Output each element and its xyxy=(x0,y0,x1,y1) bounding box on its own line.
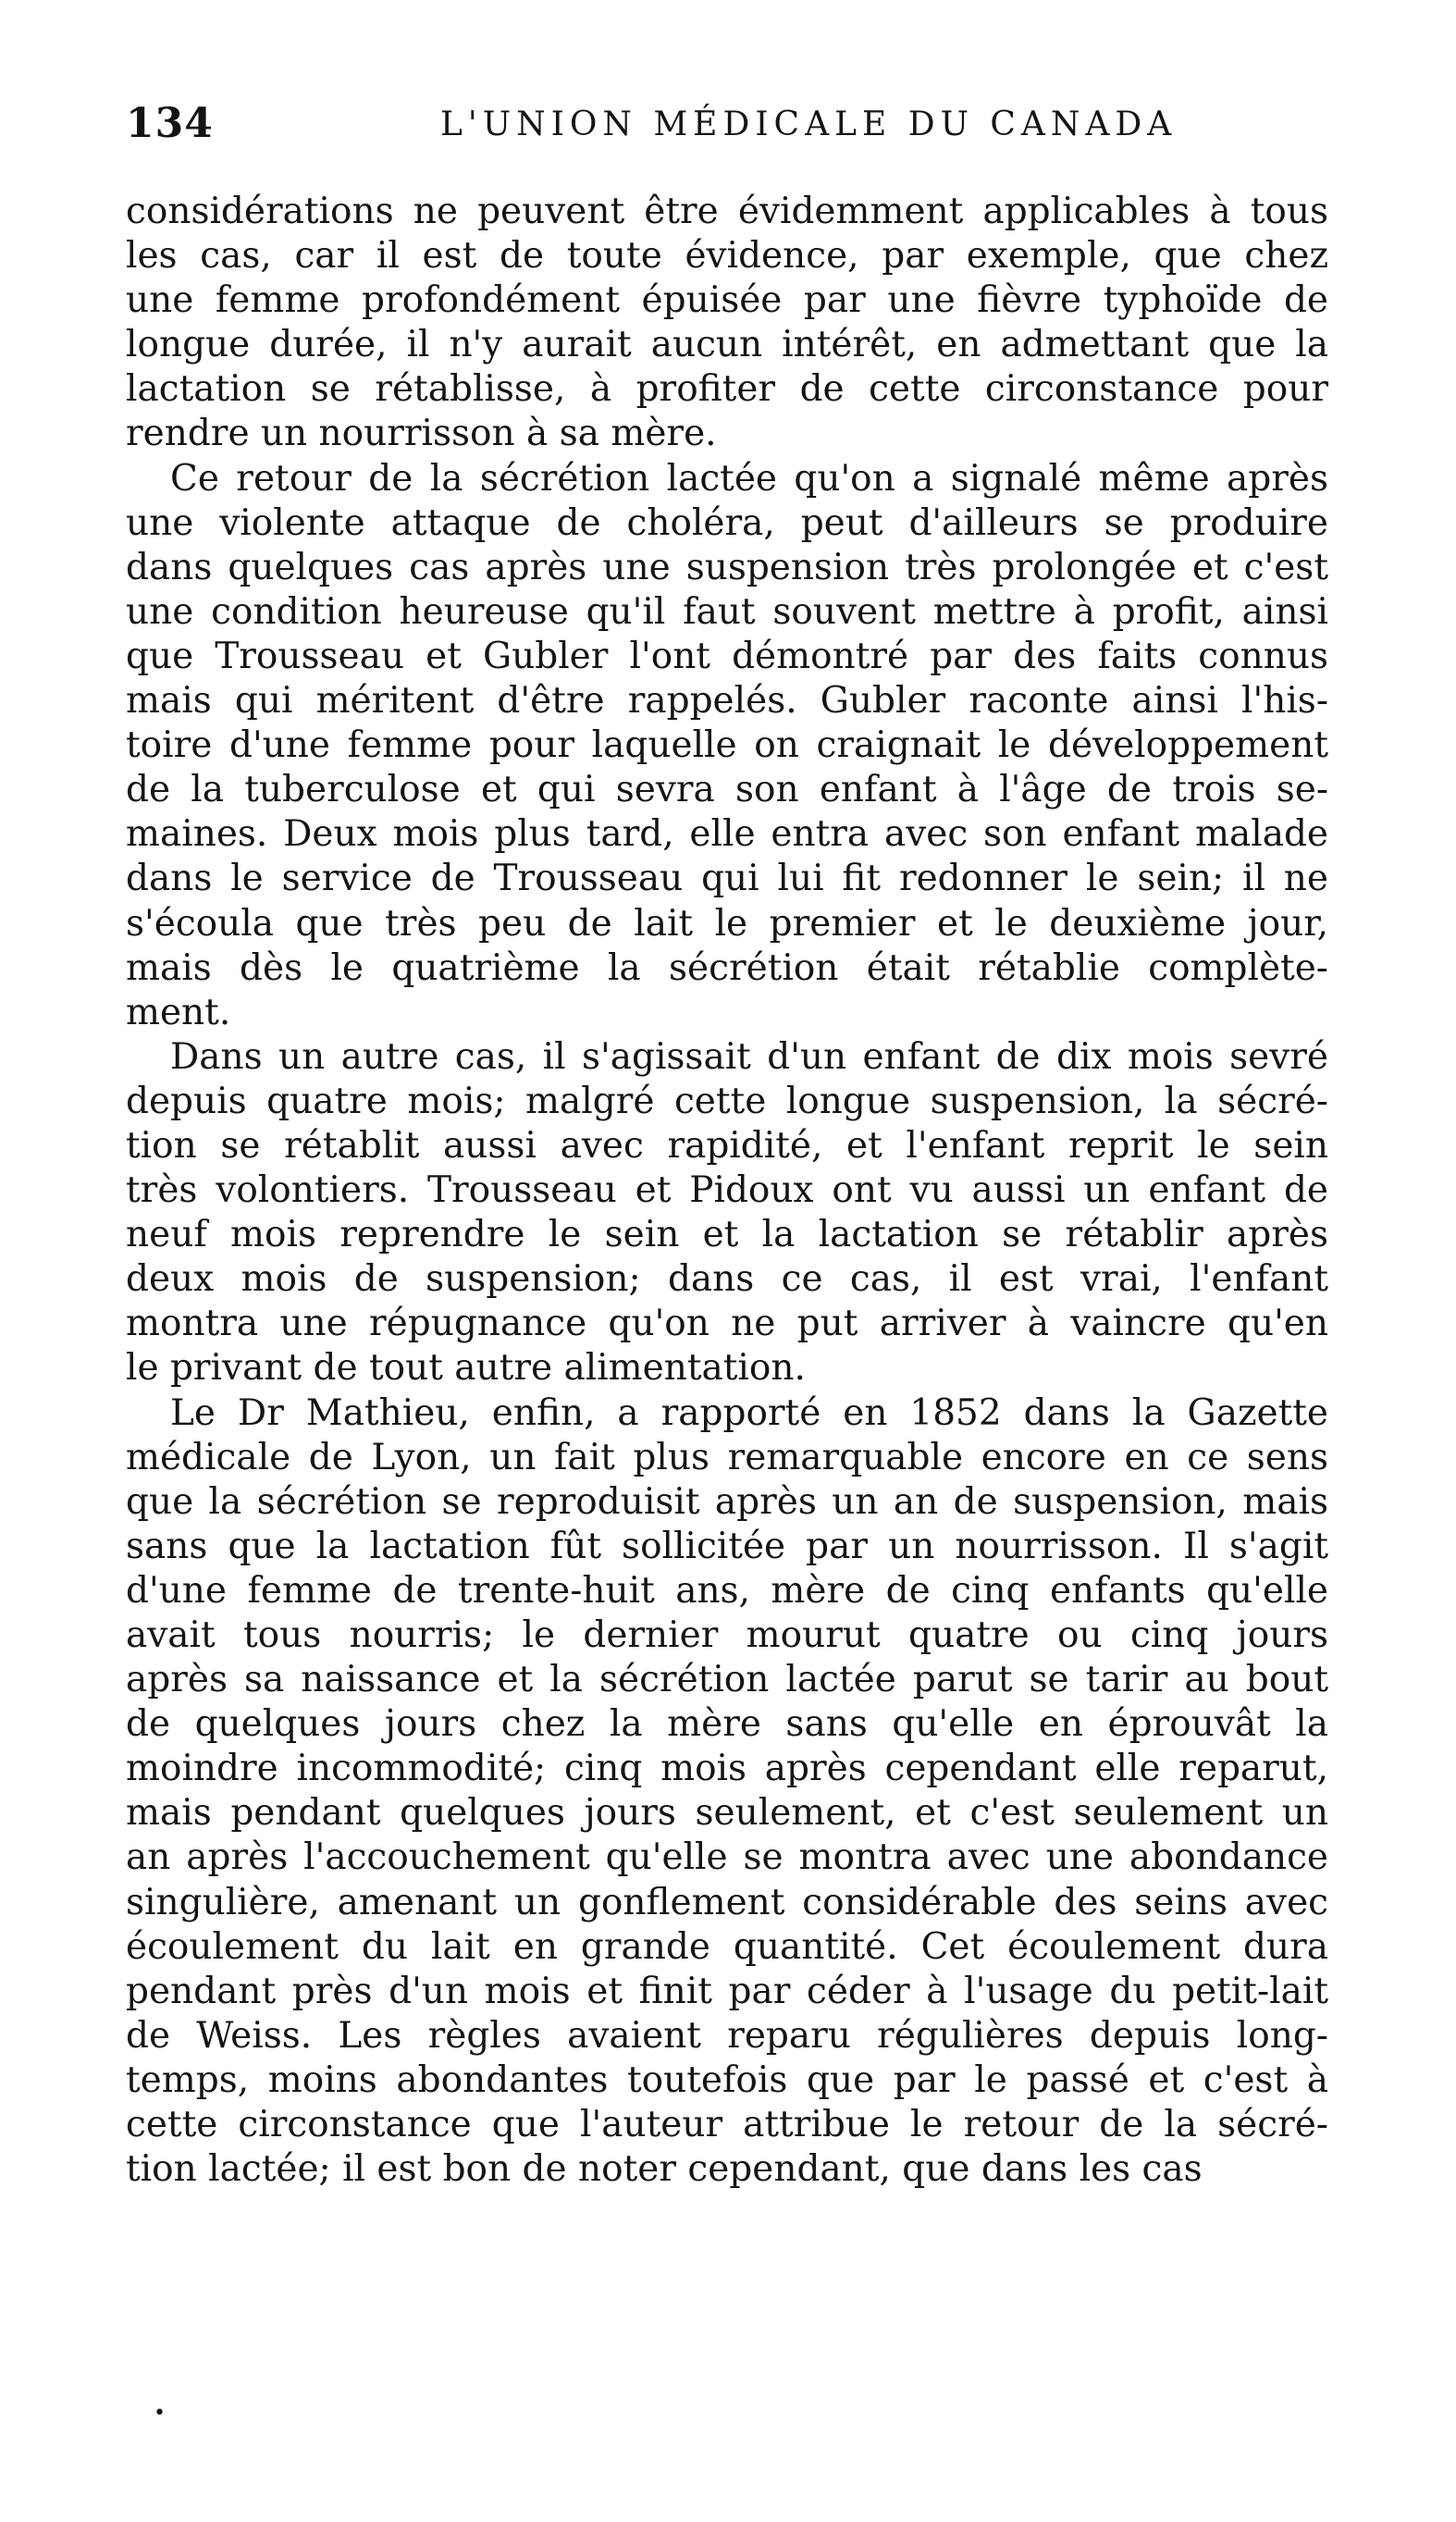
text-line: que Trousseau et Gubler l'ont démontré par des faits connus xyxy=(126,635,1328,677)
paragraph xyxy=(126,457,1328,1035)
text-line: écoulement du lait en grande quantité. Cet écoulement dura xyxy=(126,1925,1328,1968)
text-line: avait tous nourris; le dernier mourut quatre ou cinq jours xyxy=(126,1614,1328,1656)
text-line: dans le service de Trousseau qui lui fit redonner le sein; il ne xyxy=(126,858,1328,900)
text-line: les cas, car il est de toute évidence, par exemple, que chez xyxy=(126,235,1328,278)
text-line: s'écoula que très peu de lait le premier et le deuxième jour, xyxy=(126,902,1328,945)
text-line: cette circonstance que l'auteur attribue le retour de la sécré- xyxy=(126,2104,1328,2146)
text-line: le privant de tout autre alimentation. xyxy=(126,1347,806,1390)
text-line: médicale de Lyon, un fait plus remarquable encore en ce sens xyxy=(126,1436,1328,1478)
text-line: Le Dr Mathieu, enfin, a rapporté en 1852 dans la Gazette xyxy=(170,1391,1328,1434)
text-line: que la sécrétion se reproduisit après un an de suspension, mais xyxy=(126,1480,1328,1523)
body-text xyxy=(126,190,1328,2192)
paragraph xyxy=(126,190,1328,457)
text-line: montra une répugnance qu'on ne put arriver à vaincre qu'en xyxy=(126,1303,1328,1345)
text-line: rendre un nourrisson à sa mère. xyxy=(126,413,717,455)
text-line: Dans un autre cas, il s'agissait d'un enfant de dix mois sevré xyxy=(170,1035,1328,1078)
text-line: toire d'une femme pour laquelle on craignait le développement xyxy=(126,724,1328,767)
text-line: mais pendant quelques jours seulement, et c'est seulement un xyxy=(126,1792,1328,1835)
text-line: une violente attaque de choléra, peut d'ailleurs se produire xyxy=(126,501,1328,544)
page-number: 134 xyxy=(126,100,214,147)
page-header xyxy=(126,100,1328,155)
text-line: mais dès le quatrième la sécrétion était rétablie complète- xyxy=(126,946,1328,989)
running-head: L'UNION MÉDICALE DU CANADA xyxy=(440,105,1178,143)
paragraph xyxy=(126,1035,1328,1391)
text-line: ment. xyxy=(126,991,231,1033)
text-line: de quelques jours chez la mère sans qu'elle en éprouvât la xyxy=(126,1703,1328,1746)
text-line: an après l'accouchement qu'elle se montra avec une abondance xyxy=(126,1836,1328,1879)
stray-mark: • xyxy=(154,2402,166,2425)
text-line: très volontiers. Trousseau et Pidoux ont vu aussi un enfant de xyxy=(126,1169,1328,1212)
text-line: une femme profondément épuisée par une fièvre typhoïde de xyxy=(126,279,1328,322)
text-line: singulière, amenant un gonflement considérable des seins avec xyxy=(126,1881,1328,1923)
text-line: considérations ne peuvent être évidemment applicables à tous xyxy=(126,191,1328,232)
text-line: sans que la lactation fût sollicitée par un nourrisson. Il s'agit xyxy=(126,1525,1328,1567)
text-line: lactation se rétablisse, à profiter de cette circonstance pour xyxy=(126,368,1328,411)
text-line: temps, moins abondantes toutefois que par le passé et c'est à xyxy=(126,2058,1328,2101)
text-line: tion lactée; il est bon de noter cependant, que dans les cas xyxy=(126,2148,1203,2191)
text-line: Ce retour de la sécrétion lactée qu'on a signalé même après xyxy=(170,457,1328,500)
text-line: une condition heureuse qu'il faut souvent mettre à profit, ainsi xyxy=(126,590,1328,633)
text-line: de la tuberculose et qui sevra son enfant à l'âge de trois se- xyxy=(126,769,1328,811)
text-line: pendant près d'un mois et finit par céder à l'usage du petit-lait xyxy=(126,1970,1328,2012)
text-line: d'une femme de trente-huit ans, mère de cinq enfants qu'elle xyxy=(126,1569,1328,1612)
text-line: mais qui méritent d'être rappelés. Gubler raconte ainsi l'his- xyxy=(126,680,1328,723)
text-line: depuis quatre mois; malgré cette longue suspension, la sécré- xyxy=(126,1080,1328,1122)
paragraph xyxy=(126,1391,1328,2193)
text-line: longue durée, il n'y aurait aucun intérêt, en admettant que la xyxy=(126,324,1328,366)
text-line: après sa naissance et la sécrétion lactée parut se tarir au bout xyxy=(126,1659,1328,1701)
text-line: tion se rétablit aussi avec rapidité, et l'enfant reprit le sein xyxy=(126,1124,1328,1167)
text-line: de Weiss. Les règles avaient reparu régulières depuis long- xyxy=(126,2014,1328,2057)
text-line: dans quelques cas après une suspension très prolongée et c'est xyxy=(126,546,1328,588)
text-line: maines. Deux mois plus tard, elle entra avec son enfant malade xyxy=(126,813,1328,856)
text-line: deux mois de suspension; dans ce cas, il est vrai, l'enfant xyxy=(126,1258,1328,1301)
text-line: moindre incommodité; cinq mois après cependant elle reparut, xyxy=(126,1748,1328,1790)
text-line: neuf mois reprendre le sein et la lactation se rétablir après xyxy=(126,1214,1328,1256)
